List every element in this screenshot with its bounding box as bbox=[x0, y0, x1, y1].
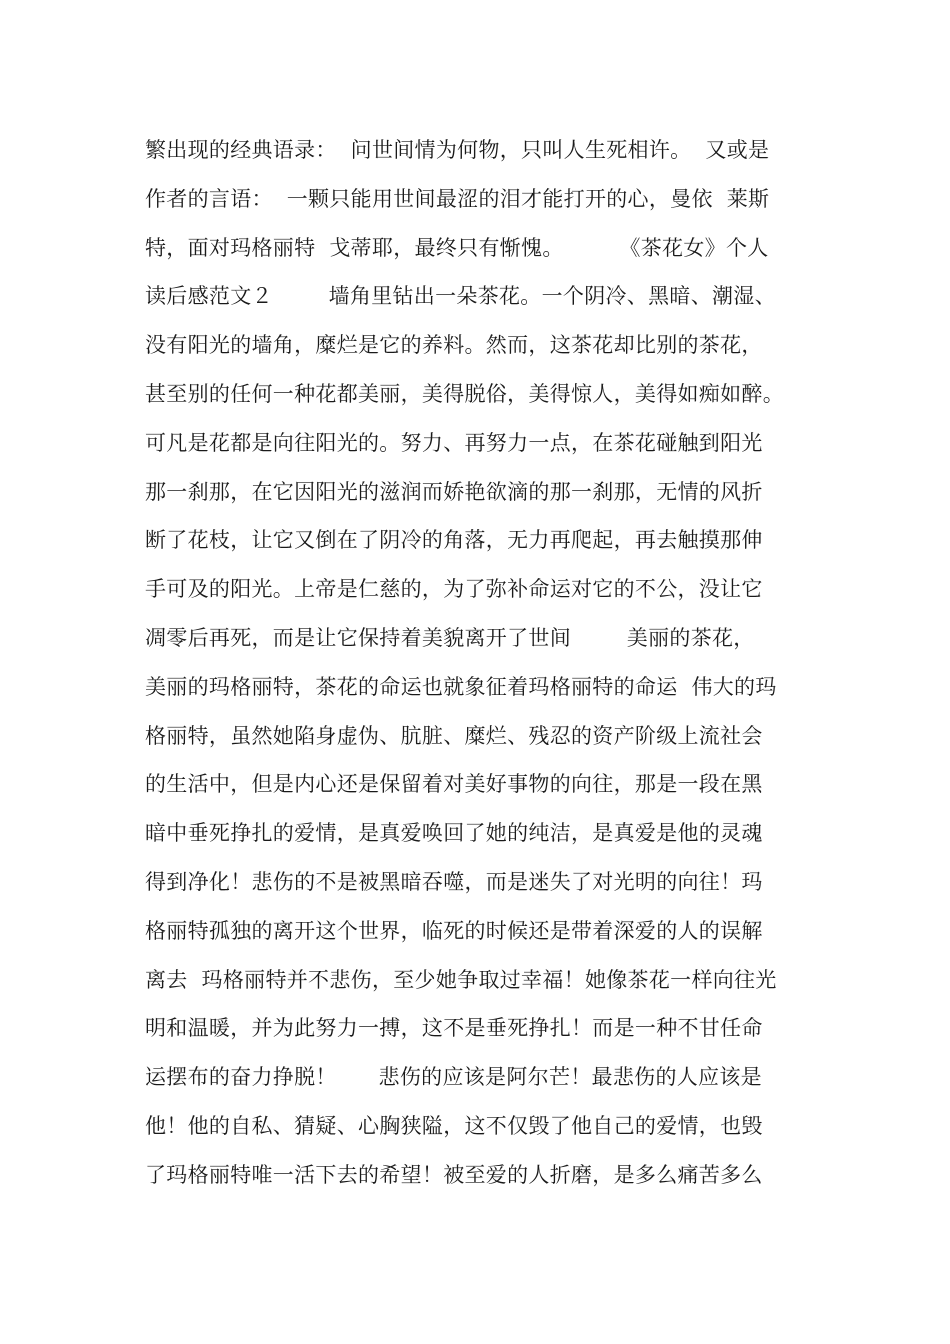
text-line: 运摆布的奋力挣脱！ 悲伤的应该是阿尔芒！最悲伤的人应该是 bbox=[145, 1065, 762, 1090]
text-line: 了玛格丽特唯一活下去的希望！被至爱的人折磨，是多么痛苦多么 bbox=[145, 1162, 763, 1187]
text-line: 格丽特孤独的离开这个世界，临死的时候还是带着深爱的人的误解 bbox=[145, 918, 763, 943]
text-line: 凋零后再死，而是让它保持着美貌离开了世间 美丽的茶花， bbox=[145, 625, 755, 650]
text-line: 断了花枝，让它又倒在了阴冷的角落，无力再爬起，再去触摸那伸 bbox=[145, 528, 763, 553]
text-line: 离去 玛格丽特并不悲伤，至少她争取过幸福！她像茶花一样向往光 bbox=[145, 967, 777, 992]
text-line: 手可及的阳光。上帝是仁慈的，为了弥补命运对它的不公，没让它 bbox=[145, 577, 763, 602]
text-line: 特，面对玛格丽特 戈蒂耶，最终只有惭愧。 《茶花女》个人 bbox=[145, 235, 769, 260]
text-line: 暗中垂死挣扎的爱情，是真爱唤回了她的纯洁，是真爱是他的灵魂 bbox=[145, 821, 763, 846]
text-line: 美丽的玛格丽特，茶花的命运也就象征着玛格丽特的命运 伟大的玛 bbox=[145, 674, 777, 699]
text-line: 繁出现的经典语录： 问世间情为何物，只叫人生死相许。 又或是 bbox=[145, 138, 770, 162]
text-line: 那一刹那，在它因阳光的滋润而娇艳欲滴的那一刹那，无情的风折 bbox=[145, 479, 763, 504]
text-line: 他！他的自私、猜疑、心胸狭隘，这不仅毁了他自己的爱情，也毁 bbox=[145, 1113, 763, 1138]
text-line: 得到净化！悲伤的不是被黑暗吞噬，而是迷失了对光明的向往！玛 bbox=[145, 869, 763, 894]
text-line: 格丽特，虽然她陷身虚伪、肮脏、糜烂、残忍的资产阶级上流社会 bbox=[145, 723, 763, 748]
text-line: 作者的言语： 一颗只能用世间最涩的泪才能打开的心，曼依 莱斯 bbox=[145, 186, 770, 211]
text-line: 甚至别的任何一种花都美丽，美得脱俗，美得惊人，美得如痴如醉。 bbox=[145, 381, 784, 406]
text-line: 的生活中，但是内心还是保留着对美好事物的向往，那是一段在黑 bbox=[145, 772, 763, 797]
text-line: 没有阳光的墙角，糜烂是它的养料。然而，这茶花却比别的茶花， bbox=[145, 333, 763, 358]
text-line: 读后感范文２ 墙角里钻出一朵茶花。一个阴冷、黑暗、潮湿、 bbox=[145, 284, 776, 309]
body-text bbox=[145, 132, 825, 1206]
text-line: 明和温暖，并为此努力一搏，这不是垂死挣扎！而是一种不甘任命 bbox=[145, 1016, 763, 1041]
text-line: 可凡是花都是向往阳光的。努力、再努力一点，在茶花碰触到阳光 bbox=[145, 430, 763, 455]
